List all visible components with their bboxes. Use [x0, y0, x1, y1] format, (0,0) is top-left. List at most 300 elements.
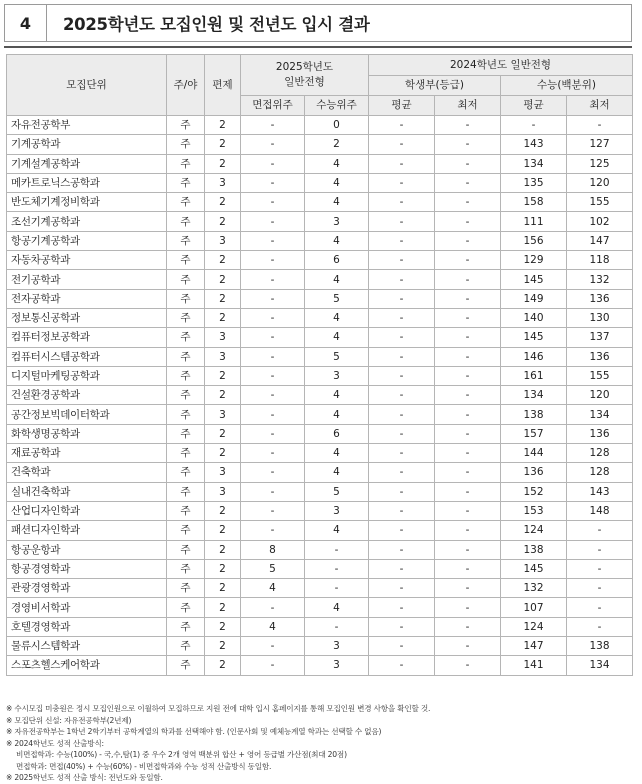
record-min-cell: -	[435, 366, 501, 385]
quota-cell: 2	[205, 444, 241, 463]
header-2025	[241, 55, 369, 96]
dept-cell: 메카트로닉스공학과	[7, 173, 167, 192]
table-row	[7, 173, 633, 192]
table-row	[7, 521, 633, 540]
csat-cell: 4	[305, 231, 369, 250]
record-min-cell: -	[435, 598, 501, 617]
interview-cell: -	[241, 347, 305, 366]
quota-cell: 2	[205, 289, 241, 308]
table-row	[7, 656, 633, 675]
csat-cell: 4	[305, 386, 369, 405]
interview-cell: -	[241, 251, 305, 270]
daynight-cell: 주	[167, 444, 205, 463]
daynight-cell: 주	[167, 251, 205, 270]
csat-cell: -	[305, 540, 369, 559]
csat-cell: -	[305, 559, 369, 578]
csat-avg-cell: 132	[501, 579, 567, 598]
dept-cell: 전자공학과	[7, 289, 167, 308]
record-min-cell: -	[435, 540, 501, 559]
interview-cell: -	[241, 328, 305, 347]
quota-cell: 2	[205, 270, 241, 289]
dept-cell: 건축학과	[7, 463, 167, 482]
quota-cell: 3	[205, 231, 241, 250]
table-row	[7, 251, 633, 270]
table-row	[7, 289, 633, 308]
table-row	[7, 386, 633, 405]
daynight-cell: 주	[167, 501, 205, 520]
csat-cell: 6	[305, 424, 369, 443]
csat-min-cell: 118	[567, 251, 633, 270]
quota-cell: 3	[205, 463, 241, 482]
daynight-cell: 주	[167, 405, 205, 424]
quota-cell: 2	[205, 598, 241, 617]
daynight-cell: 주	[167, 270, 205, 289]
record-avg-cell: -	[369, 521, 435, 540]
csat-min-cell: 155	[567, 193, 633, 212]
daynight-cell: 주	[167, 656, 205, 675]
header-csat-pct: 수능(백분위)	[501, 76, 633, 96]
daynight-cell: 주	[167, 347, 205, 366]
csat-cell: 4	[305, 270, 369, 289]
table-row	[7, 193, 633, 212]
csat-cell: 4	[305, 193, 369, 212]
record-avg-cell: -	[369, 193, 435, 212]
dept-cell: 화학생명공학과	[7, 424, 167, 443]
record-avg-cell: -	[369, 637, 435, 656]
interview-cell: -	[241, 405, 305, 424]
csat-avg-cell: 138	[501, 540, 567, 559]
csat-min-cell: 102	[567, 212, 633, 231]
interview-cell: -	[241, 116, 305, 135]
csat-min-cell: 127	[567, 135, 633, 154]
record-avg-cell: -	[369, 231, 435, 250]
csat-cell: -	[305, 617, 369, 636]
record-avg-cell: -	[369, 135, 435, 154]
record-avg-cell: -	[369, 463, 435, 482]
table-row	[7, 482, 633, 501]
dept-cell: 전기공학과	[7, 270, 167, 289]
csat-cell: 4	[305, 308, 369, 327]
record-avg-cell: -	[369, 173, 435, 192]
dept-cell: 컴퓨터정보공학과	[7, 328, 167, 347]
csat-avg-cell: 146	[501, 347, 567, 366]
csat-min-cell: 147	[567, 231, 633, 250]
interview-cell: -	[241, 424, 305, 443]
table-row	[7, 231, 633, 250]
daynight-cell: 주	[167, 540, 205, 559]
header-2025-line1: 2025학년도	[275, 61, 334, 73]
csat-avg-cell: 129	[501, 251, 567, 270]
csat-avg-cell: 111	[501, 212, 567, 231]
dept-cell: 자동차공학과	[7, 251, 167, 270]
record-min-cell: -	[435, 212, 501, 231]
dept-cell: 항공경영학과	[7, 559, 167, 578]
csat-cell: 3	[305, 366, 369, 385]
table-row	[7, 212, 633, 231]
csat-min-cell: -	[567, 598, 633, 617]
interview-cell: -	[241, 308, 305, 327]
quota-cell: 3	[205, 405, 241, 424]
csat-cell: 0	[305, 116, 369, 135]
daynight-cell: 주	[167, 116, 205, 135]
csat-avg-cell: 158	[501, 193, 567, 212]
interview-cell: 5	[241, 559, 305, 578]
record-avg-cell: -	[369, 116, 435, 135]
dept-cell: 조선기계공학과	[7, 212, 167, 231]
quota-cell: 2	[205, 540, 241, 559]
interview-cell: -	[241, 482, 305, 501]
csat-cell: 2	[305, 135, 369, 154]
interview-cell: -	[241, 173, 305, 192]
csat-cell: 3	[305, 637, 369, 656]
dept-cell: 공간정보빅데이터학과	[7, 405, 167, 424]
csat-cell: -	[305, 579, 369, 598]
csat-cell: 5	[305, 347, 369, 366]
csat-min-cell: 136	[567, 347, 633, 366]
table-row	[7, 559, 633, 578]
quota-cell: 2	[205, 386, 241, 405]
table-row	[7, 154, 633, 173]
table-row	[7, 637, 633, 656]
interview-cell: -	[241, 366, 305, 385]
interview-cell: -	[241, 270, 305, 289]
section-number: 4	[5, 5, 47, 41]
header-quota: 편제	[205, 55, 241, 116]
table-row	[7, 617, 633, 636]
record-avg-cell: -	[369, 289, 435, 308]
record-avg-cell: -	[369, 270, 435, 289]
daynight-cell: 주	[167, 482, 205, 501]
quota-cell: 2	[205, 212, 241, 231]
csat-min-cell: 136	[567, 424, 633, 443]
interview-cell: -	[241, 386, 305, 405]
csat-cell: 6	[305, 251, 369, 270]
daynight-cell: 주	[167, 135, 205, 154]
record-avg-cell: -	[369, 328, 435, 347]
csat-min-cell: 137	[567, 328, 633, 347]
csat-avg-cell: 156	[501, 231, 567, 250]
csat-min-cell: 148	[567, 501, 633, 520]
csat-min-cell: -	[567, 521, 633, 540]
interview-cell: -	[241, 444, 305, 463]
quota-cell: 2	[205, 559, 241, 578]
record-min-cell: -	[435, 289, 501, 308]
interview-cell: -	[241, 212, 305, 231]
footnote-line: 면접학과: 면접(40%) + 수능(60%) - 비면접학과와 수능 성적 산출방식 동일함.	[16, 761, 272, 771]
record-avg-cell: -	[369, 212, 435, 231]
daynight-cell: 주	[167, 463, 205, 482]
footnotes	[6, 703, 632, 784]
csat-cell: 3	[305, 501, 369, 520]
record-avg-cell: -	[369, 540, 435, 559]
table-row	[7, 444, 633, 463]
daynight-cell: 주	[167, 193, 205, 212]
quota-cell: 3	[205, 482, 241, 501]
daynight-cell: 주	[167, 308, 205, 327]
record-min-cell: -	[435, 231, 501, 250]
record-min-cell: -	[435, 656, 501, 675]
csat-cell: 4	[305, 521, 369, 540]
daynight-cell: 주	[167, 386, 205, 405]
table-row	[7, 598, 633, 617]
daynight-cell: 주	[167, 212, 205, 231]
quota-cell: 3	[205, 328, 241, 347]
csat-avg-cell: 135	[501, 173, 567, 192]
dept-cell: 항공기계공학과	[7, 231, 167, 250]
section-header	[4, 4, 632, 42]
csat-cell: 5	[305, 289, 369, 308]
csat-avg-cell: 145	[501, 559, 567, 578]
csat-cell: 4	[305, 328, 369, 347]
csat-avg-cell: 124	[501, 521, 567, 540]
interview-cell: 4	[241, 579, 305, 598]
csat-avg-cell: 149	[501, 289, 567, 308]
csat-avg-cell: 144	[501, 444, 567, 463]
daynight-cell: 주	[167, 617, 205, 636]
interview-cell: -	[241, 193, 305, 212]
dept-cell: 관광경영학과	[7, 579, 167, 598]
record-min-cell: -	[435, 463, 501, 482]
table-row	[7, 405, 633, 424]
quota-cell: 2	[205, 424, 241, 443]
csat-cell: 3	[305, 656, 369, 675]
csat-avg-cell: 161	[501, 366, 567, 385]
daynight-cell: 주	[167, 637, 205, 656]
interview-cell: -	[241, 521, 305, 540]
interview-cell: -	[241, 656, 305, 675]
header-csat: 수능위주	[305, 96, 369, 116]
footnote-line: ※ 2024학년도 성적 산출방식:	[6, 738, 104, 748]
record-avg-cell: -	[369, 347, 435, 366]
quota-cell: 2	[205, 521, 241, 540]
dept-cell: 실내건축학과	[7, 482, 167, 501]
record-avg-cell: -	[369, 598, 435, 617]
quota-cell: 2	[205, 193, 241, 212]
table-body	[7, 116, 633, 676]
record-avg-cell: -	[369, 559, 435, 578]
quota-cell: 2	[205, 116, 241, 135]
table-row	[7, 328, 633, 347]
interview-cell: -	[241, 135, 305, 154]
quota-cell: 2	[205, 637, 241, 656]
header-2025-line2: 일반전형	[284, 76, 325, 88]
csat-avg-cell: 140	[501, 308, 567, 327]
csat-min-cell: 128	[567, 463, 633, 482]
record-min-cell: -	[435, 579, 501, 598]
record-min-cell: -	[435, 251, 501, 270]
daynight-cell: 주	[167, 154, 205, 173]
footnote-line: ※ 수시모집 미충원은 정시 모집인원으로 이월하여 모집하므로 지원 전에 대학 입시 홈페이지를 통해 모집인원 변경 사항을 확인할 것.	[6, 704, 431, 713]
record-avg-cell: -	[369, 656, 435, 675]
record-min-cell: -	[435, 270, 501, 289]
csat-min-cell: 138	[567, 637, 633, 656]
record-avg-cell: -	[369, 444, 435, 463]
daynight-cell: 주	[167, 559, 205, 578]
table-row	[7, 579, 633, 598]
footnote-line: ※ 자유전공학부는 1학년 2학기부터 공학계열의 학과를 선택해야 함. (인문사회 및 예체능계열 학과는 선택할 수 없음)	[6, 727, 382, 736]
interview-cell: -	[241, 289, 305, 308]
daynight-cell: 주	[167, 328, 205, 347]
dept-cell: 디지털마케팅공학과	[7, 366, 167, 385]
table-row	[7, 308, 633, 327]
table-row	[7, 366, 633, 385]
csat-avg-cell: 124	[501, 617, 567, 636]
csat-min-cell: 128	[567, 444, 633, 463]
record-min-cell: -	[435, 424, 501, 443]
record-avg-cell: -	[369, 579, 435, 598]
record-min-cell: -	[435, 482, 501, 501]
csat-min-cell: 155	[567, 366, 633, 385]
interview-cell: -	[241, 598, 305, 617]
dept-cell: 건설환경공학과	[7, 386, 167, 405]
dept-cell: 항공운항과	[7, 540, 167, 559]
quota-cell: 2	[205, 366, 241, 385]
daynight-cell: 주	[167, 289, 205, 308]
record-avg-cell: -	[369, 501, 435, 520]
csat-min-cell: 120	[567, 173, 633, 192]
csat-min-cell: 143	[567, 482, 633, 501]
record-avg-cell: -	[369, 154, 435, 173]
interview-cell: -	[241, 154, 305, 173]
record-min-cell: -	[435, 521, 501, 540]
header-daynight: 주/야	[167, 55, 205, 116]
csat-min-cell: 132	[567, 270, 633, 289]
dept-cell: 자유전공학부	[7, 116, 167, 135]
quota-cell: 2	[205, 154, 241, 173]
interview-cell: -	[241, 463, 305, 482]
daynight-cell: 주	[167, 598, 205, 617]
quota-cell: 3	[205, 347, 241, 366]
record-avg-cell: -	[369, 617, 435, 636]
record-min-cell: -	[435, 617, 501, 636]
dept-cell: 경영비서학과	[7, 598, 167, 617]
record-min-cell: -	[435, 135, 501, 154]
footnote-line: 비면접학과: 수능(100%) - 국,수,탐(1) 중 우수 2개 영역 백분위 합산 + 영어 등급별 가산점(최대 20점)	[16, 750, 347, 759]
interview-cell: -	[241, 231, 305, 250]
quota-cell: 2	[205, 251, 241, 270]
record-avg-cell: -	[369, 405, 435, 424]
csat-cell: 4	[305, 173, 369, 192]
dept-cell: 스포츠헬스케어학과	[7, 656, 167, 675]
dept-cell: 기계공학과	[7, 135, 167, 154]
table-row	[7, 463, 633, 482]
daynight-cell: 주	[167, 579, 205, 598]
csat-min-cell: -	[567, 617, 633, 636]
record-avg-cell: -	[369, 482, 435, 501]
table-row	[7, 347, 633, 366]
dept-cell: 패션디자인학과	[7, 521, 167, 540]
record-min-cell: -	[435, 405, 501, 424]
table-row	[7, 501, 633, 520]
csat-avg-cell: 153	[501, 501, 567, 520]
csat-cell: 5	[305, 482, 369, 501]
csat-min-cell: -	[567, 540, 633, 559]
dept-cell: 산업디자인학과	[7, 501, 167, 520]
csat-cell: 3	[305, 212, 369, 231]
header-dept: 모집단위	[7, 55, 167, 116]
quota-cell: 2	[205, 656, 241, 675]
csat-avg-cell: 143	[501, 135, 567, 154]
record-avg-cell: -	[369, 366, 435, 385]
daynight-cell: 주	[167, 521, 205, 540]
csat-min-cell: 136	[567, 289, 633, 308]
table-row	[7, 270, 633, 289]
header-record-avg: 평균	[369, 96, 435, 116]
daynight-cell: 주	[167, 173, 205, 192]
record-min-cell: -	[435, 386, 501, 405]
csat-min-cell: -	[567, 116, 633, 135]
csat-avg-cell: 107	[501, 598, 567, 617]
record-min-cell: -	[435, 328, 501, 347]
daynight-cell: 주	[167, 424, 205, 443]
section-title: 2025학년도 모집인원 및 전년도 입시 결과	[63, 15, 370, 34]
csat-avg-cell: -	[501, 116, 567, 135]
dept-cell: 정보통신공학과	[7, 308, 167, 327]
daynight-cell: 주	[167, 231, 205, 250]
admission-table	[6, 54, 633, 676]
csat-avg-cell: 136	[501, 463, 567, 482]
footnote-line: ※ 모집단위 신설: 자유전공학부(2년제)	[6, 715, 132, 725]
quota-cell: 2	[205, 501, 241, 520]
table-row	[7, 135, 633, 154]
csat-min-cell: 134	[567, 405, 633, 424]
quota-cell: 2	[205, 579, 241, 598]
header-csat-min: 최저	[567, 96, 633, 116]
header-interview: 면접위주	[241, 96, 305, 116]
csat-min-cell: 120	[567, 386, 633, 405]
interview-cell: 8	[241, 540, 305, 559]
csat-avg-cell: 157	[501, 424, 567, 443]
table-row	[7, 540, 633, 559]
quota-cell: 2	[205, 135, 241, 154]
quota-cell: 3	[205, 173, 241, 192]
record-min-cell: -	[435, 193, 501, 212]
record-avg-cell: -	[369, 251, 435, 270]
record-min-cell: -	[435, 444, 501, 463]
quota-cell: 2	[205, 617, 241, 636]
record-min-cell: -	[435, 501, 501, 520]
header-rule	[4, 46, 632, 48]
interview-cell: -	[241, 501, 305, 520]
dept-cell: 기계설계공학과	[7, 154, 167, 173]
dept-cell: 반도체기계정비학과	[7, 193, 167, 212]
csat-avg-cell: 134	[501, 386, 567, 405]
csat-min-cell: -	[567, 559, 633, 578]
csat-avg-cell: 145	[501, 270, 567, 289]
dept-cell: 물류시스템학과	[7, 637, 167, 656]
record-min-cell: -	[435, 116, 501, 135]
record-min-cell: -	[435, 637, 501, 656]
interview-cell: -	[241, 637, 305, 656]
header-2024: 2024학년도 일반전형	[369, 55, 633, 76]
record-avg-cell: -	[369, 308, 435, 327]
header-record: 학생부(등급)	[369, 76, 501, 96]
record-min-cell: -	[435, 559, 501, 578]
csat-avg-cell: 134	[501, 154, 567, 173]
csat-cell: 4	[305, 444, 369, 463]
record-min-cell: -	[435, 154, 501, 173]
record-avg-cell: -	[369, 424, 435, 443]
dept-cell: 재료공학과	[7, 444, 167, 463]
csat-avg-cell: 145	[501, 328, 567, 347]
csat-avg-cell: 152	[501, 482, 567, 501]
daynight-cell: 주	[167, 366, 205, 385]
record-min-cell: -	[435, 308, 501, 327]
footnote-line: ※ 2025학년도 성적 산출 방식: 전년도와 동일함.	[6, 773, 163, 782]
csat-min-cell: -	[567, 579, 633, 598]
csat-min-cell: 130	[567, 308, 633, 327]
csat-avg-cell: 141	[501, 656, 567, 675]
